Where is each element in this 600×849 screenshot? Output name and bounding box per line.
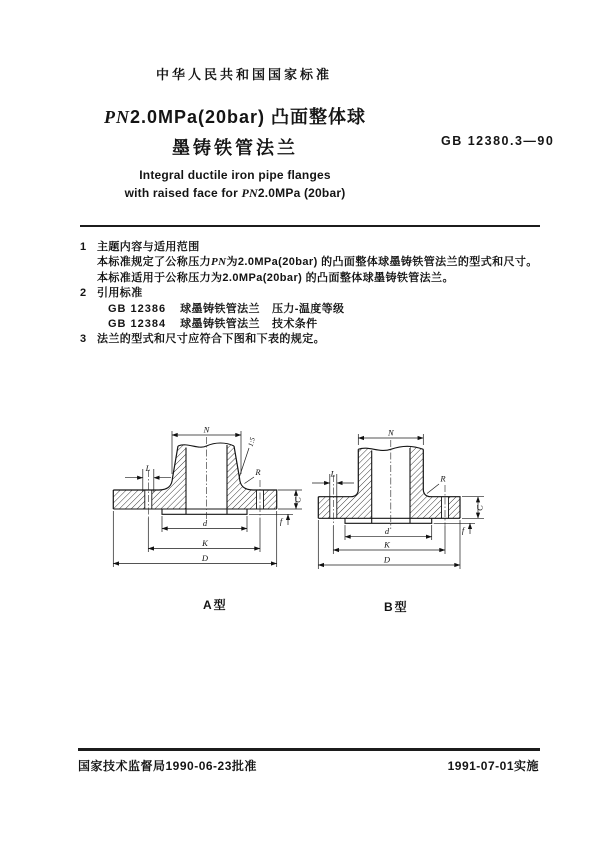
dim-label-r-b: R bbox=[440, 473, 446, 484]
raised-face-a bbox=[162, 509, 247, 514]
reference-2-code: GB 12384 bbox=[108, 318, 167, 331]
reference-1-title: 球墨铸铁管法兰 bbox=[180, 302, 260, 315]
dim-label-n-b: N bbox=[387, 427, 394, 438]
s1p1-pn-symbol: PN bbox=[211, 256, 227, 269]
section-1-paragraph-2: 本标准适用于公称压力为2.0MPa(20bar) 的凸面整体球墨铸铁管法兰。 bbox=[97, 271, 454, 284]
dim-label-d-b: d bbox=[384, 526, 390, 536]
english-title-line2 bbox=[58, 184, 412, 202]
dim-label-f-a: f bbox=[279, 516, 283, 526]
reference-1-row bbox=[80, 302, 545, 317]
figure-a-drawing bbox=[95, 420, 310, 585]
s1p1-pre: 本标准规定了公称压力 bbox=[97, 256, 211, 269]
section-1-heading-row bbox=[80, 240, 545, 255]
reference-2-title: 球墨铸铁管法兰 bbox=[180, 318, 260, 331]
english-title-line1: Integral ductile iron pipe flanges bbox=[139, 168, 331, 182]
s1p1-post: 为2.0MPa(20bar) 的凸面整体球墨铸铁管法兰的型式和尺寸。 bbox=[226, 256, 538, 269]
approval-note: 国家技术监督局1990-06-23批准 bbox=[78, 759, 257, 773]
section-1-heading: 主题内容与适用范围 bbox=[97, 241, 200, 253]
dim-label-l-a: L bbox=[145, 463, 151, 473]
dim-label-d-a: d bbox=[202, 518, 208, 528]
document-title bbox=[58, 102, 412, 164]
implementation-note: 1991-07-01实施 bbox=[447, 759, 539, 773]
dim-label-k-b: K bbox=[384, 539, 390, 550]
section-2-heading-row bbox=[80, 286, 545, 301]
document-title-line2: 墨铸铁管法兰 bbox=[172, 138, 298, 158]
english-line2-suffix: 2.0MPa (20bar) bbox=[257, 186, 346, 200]
dim-label-n-a: N bbox=[203, 424, 210, 435]
dim-label-c-a: C bbox=[292, 497, 303, 503]
header-divider-rule bbox=[80, 225, 540, 227]
dim-label-r-a: R bbox=[255, 467, 261, 477]
english-line2-prefix: with raised face for bbox=[124, 186, 242, 200]
english-pn-symbol: PN bbox=[241, 186, 258, 200]
title-line1-text: 2.0MPa(20bar) 凸面整体球 bbox=[129, 107, 367, 127]
taper-label-a: 1:5 bbox=[246, 436, 257, 448]
english-title bbox=[58, 166, 412, 202]
dim-label-c-b: C bbox=[474, 505, 485, 511]
dim-label-dd-b: D bbox=[383, 554, 391, 565]
reference-2-row bbox=[80, 317, 545, 332]
dim-label-f-b: f bbox=[461, 525, 465, 535]
section-2-heading: 引用标准 bbox=[97, 287, 143, 300]
section-1-number: 1 bbox=[80, 241, 87, 253]
dim-label-l-b: L bbox=[330, 468, 336, 479]
document-title-line1 bbox=[58, 102, 412, 133]
section-1-paragraph-1 bbox=[80, 255, 545, 270]
dim-label-dd-a: D bbox=[201, 553, 209, 563]
section-2-number: 2 bbox=[80, 287, 87, 300]
figure-b-drawing bbox=[298, 423, 498, 588]
figure-a-type-label: A型 bbox=[203, 598, 228, 612]
standard-number: GB 12380.3—90 bbox=[441, 134, 555, 148]
reference-1-subtitle: 压力-温度等级 bbox=[271, 302, 345, 315]
standard-name: 中华人民共和国国家标准 bbox=[156, 67, 333, 82]
figure-b-type-label: B型 bbox=[384, 600, 409, 614]
section-3-number: 3 bbox=[80, 333, 87, 346]
section-3-row bbox=[80, 332, 545, 347]
footer-divider-rule bbox=[78, 748, 540, 751]
reference-1-code: GB 12386 bbox=[108, 302, 167, 315]
reference-2-subtitle: 技术条件 bbox=[271, 318, 318, 331]
raised-face-b bbox=[345, 518, 432, 523]
title-pn-symbol: PN bbox=[103, 107, 130, 127]
body-text bbox=[80, 240, 545, 348]
section-3-text: 法兰的型式和尺寸应符合下图和下表的规定。 bbox=[97, 333, 325, 346]
dim-label-k-a: K bbox=[202, 538, 208, 548]
